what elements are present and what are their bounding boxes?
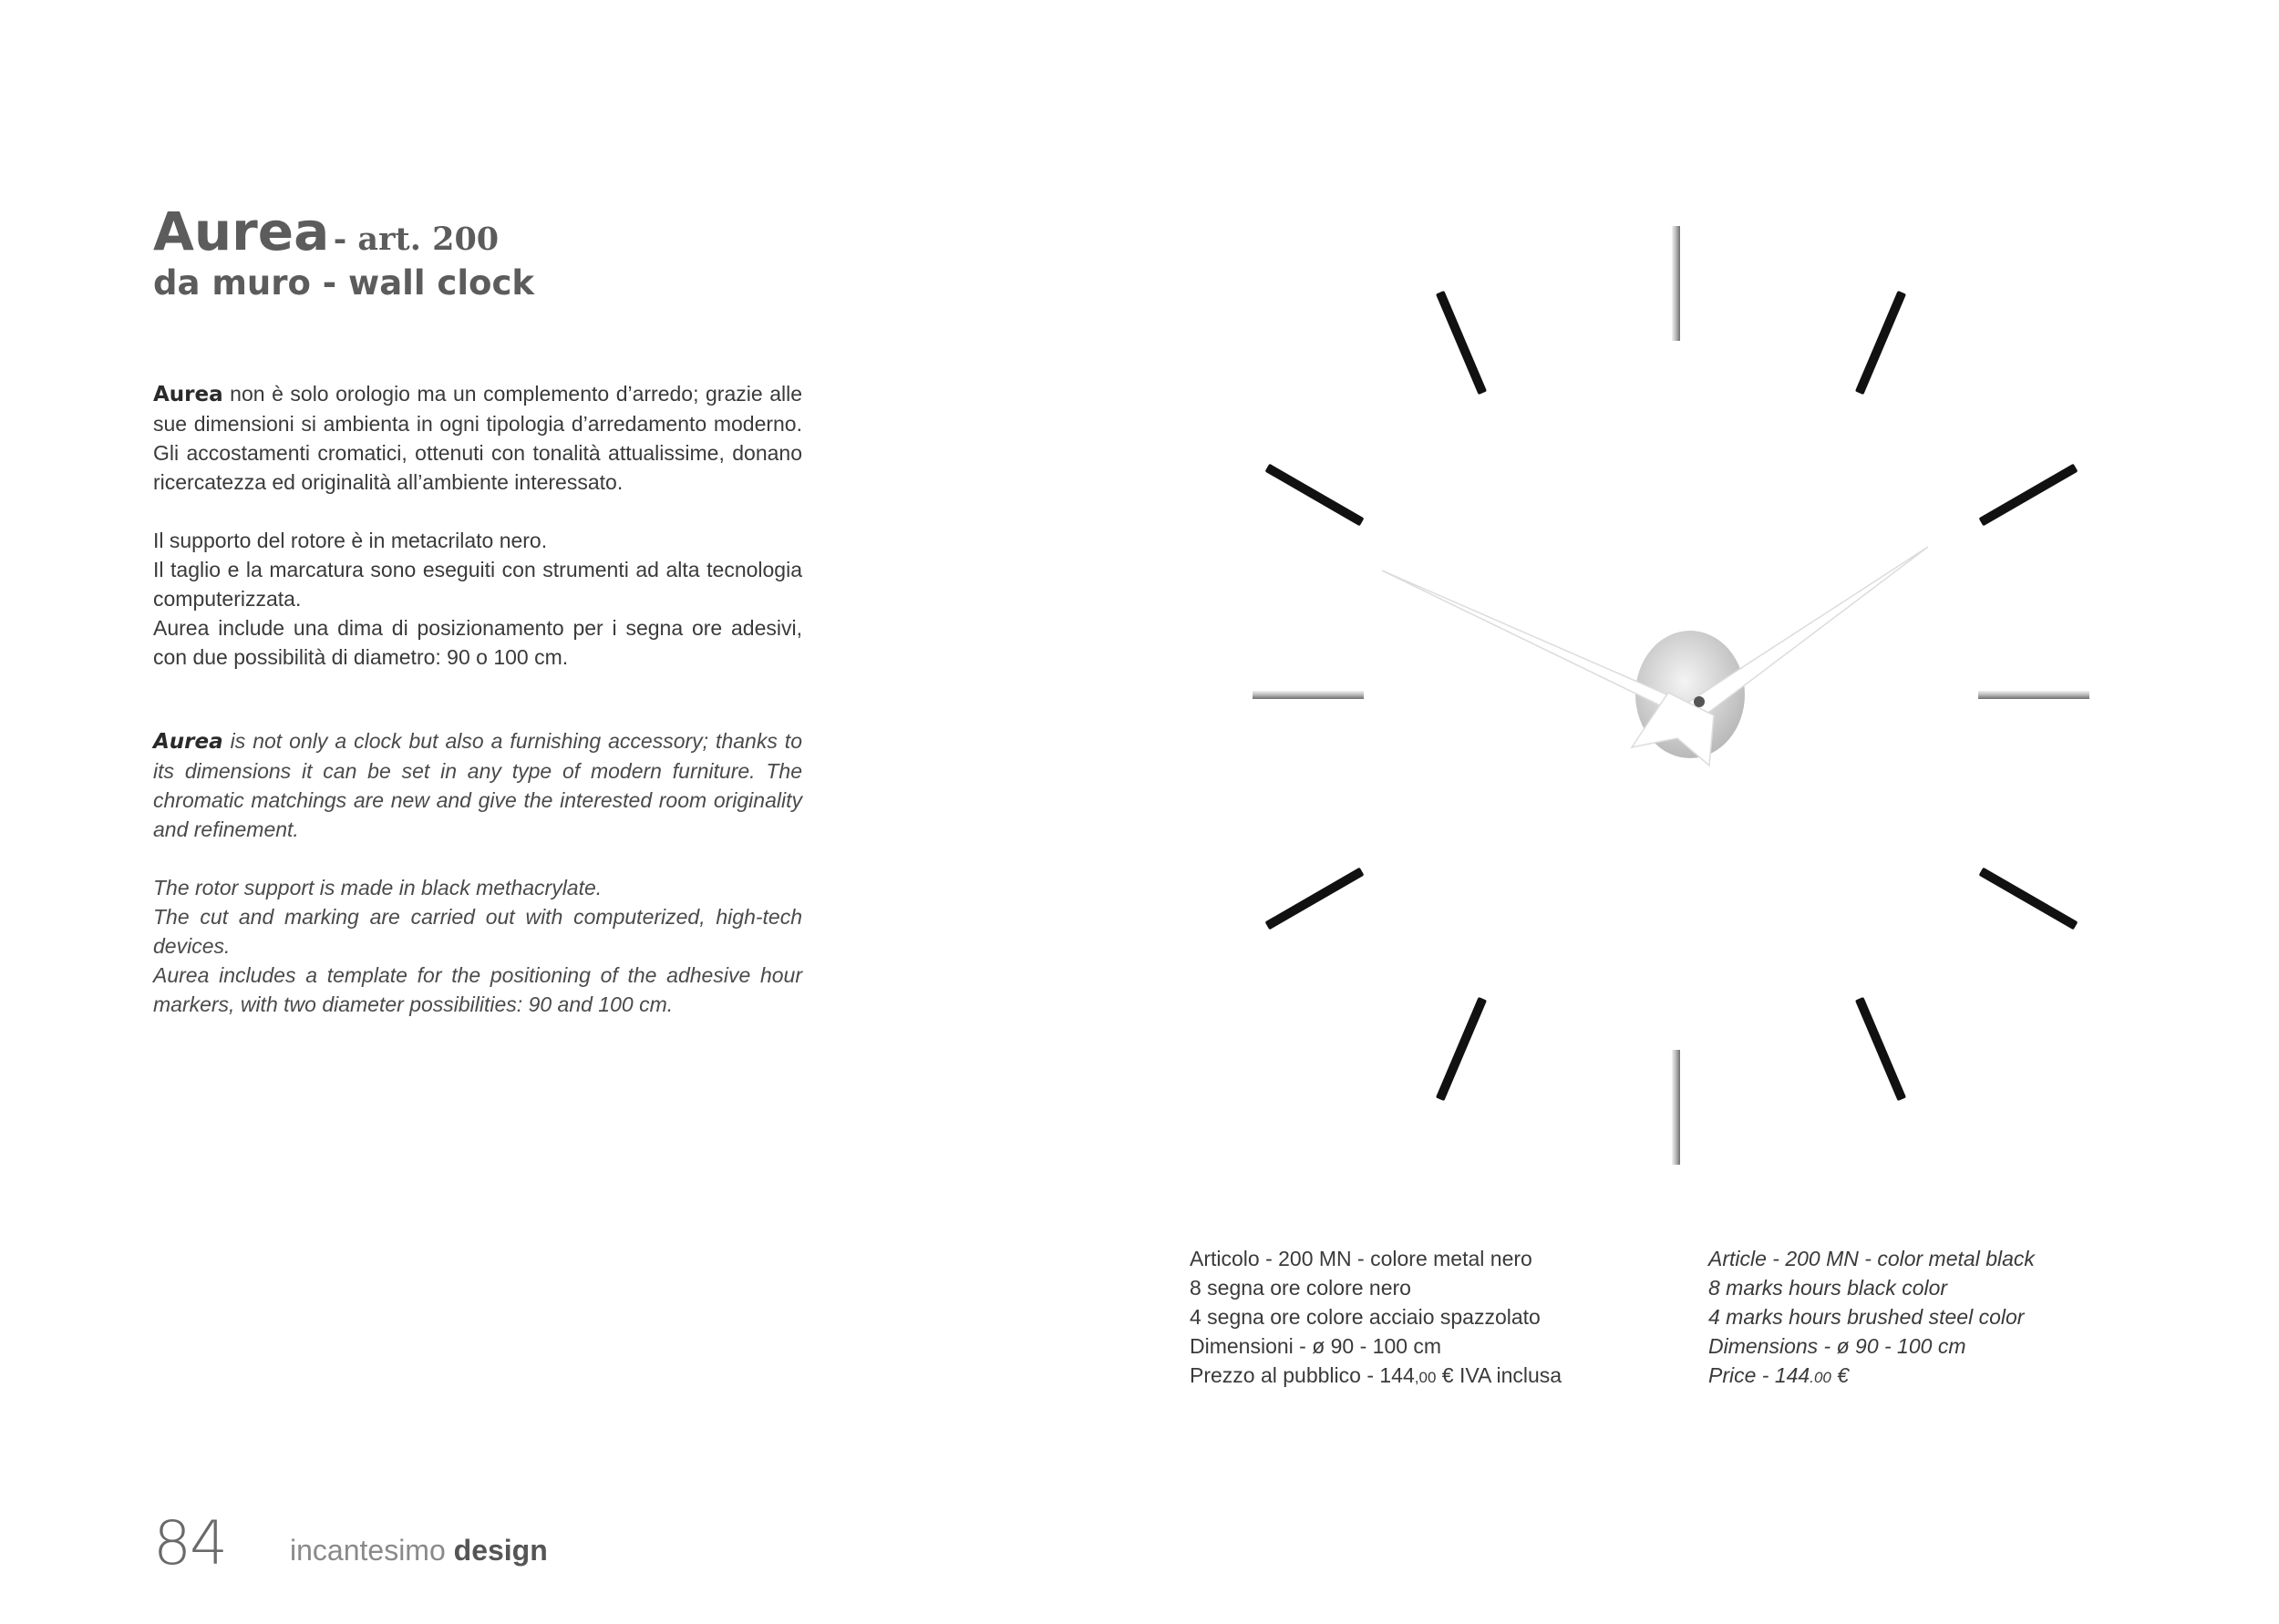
hour-marker-1 (1855, 291, 1906, 395)
product-subtitle: da muro - wall clock (153, 263, 534, 303)
page-number: 84 (153, 1508, 226, 1578)
article-number: - art. 200 (333, 221, 500, 258)
hour-marker-4 (1979, 868, 2078, 930)
brand-bold: design (453, 1534, 548, 1567)
spec-it-dimensions: Dimensioni - ø 90 - 100 cm (1190, 1334, 1442, 1358)
en-line-2: The cut and marking are carried out with computerized, high-tech devices. (153, 905, 802, 958)
footer-brand (290, 1534, 548, 1567)
hour-marker-10 (1265, 464, 1365, 527)
spec-en-price-main: Price - 144 (1708, 1363, 1810, 1387)
product-title (153, 202, 974, 261)
title-block (153, 202, 974, 304)
hour-marker-7 (1436, 997, 1487, 1101)
spec-it-price-tail: € IVA inclusa (1436, 1363, 1562, 1387)
italian-description (153, 379, 802, 672)
hour-marker-8 (1265, 868, 1365, 930)
spec-en-price (1708, 1361, 2035, 1393)
en-line-1: The rotor support is made in black methacrylate. (153, 876, 603, 899)
spec-it-price-main: Prezzo al pubblico - 144 (1190, 1363, 1415, 1387)
en-paragraph-1 (153, 726, 802, 844)
specs-english (1708, 1244, 2035, 1393)
spec-it-article: Articolo - 200 MN - colore metal nero (1190, 1247, 1532, 1270)
it-line-2: Il taglio e la marcatura sono eseguiti con strumenti ad alta tecnologia computerizzata. (153, 558, 802, 611)
product-name: Aurea (153, 200, 330, 262)
hour-marker-6 (1672, 1050, 1680, 1165)
it-lead: Aurea (153, 383, 223, 406)
hour-marker-5 (1855, 997, 1906, 1101)
it-paragraph-1-text: non è solo orologio ma un complemento d’arredo; grazie alle sue dimensioni si ambienta in ogni tipologia d’arredamento moderno. Gli accostamenti cromatici, ottenuti con tonalità attualissime, donano ricercatezza ed originalità all’ambiente interessato. (153, 382, 802, 494)
en-paragraph-1-text: is not only a clock but also a furnishing accessory; thanks to its dimensions it can be set in any type of modern furniture. The chromatic matchings are new and give the interested room originality and refinement. (153, 729, 802, 841)
spec-en-price-tail: € (1830, 1363, 1850, 1387)
spec-en-steel-markers: 4 marks hours brushed steel color (1708, 1305, 2025, 1329)
spec-it-price (1190, 1361, 1562, 1393)
en-lead: Aurea (153, 730, 223, 754)
it-line-3: Aurea include una dima di posizionamento per i segna ore adesivi, con due possibilità di diametro: 90 o 100 cm. (153, 616, 802, 669)
wall-clock-image (1203, 182, 2151, 1221)
hour-marker-12 (1672, 226, 1680, 341)
hour-marker-11 (1436, 291, 1487, 395)
center-pin (1694, 696, 1705, 707)
specs-italian (1190, 1244, 1562, 1393)
spec-it-price-cents: ,00 (1414, 1369, 1437, 1386)
spec-en-price-cents: .00 (1810, 1369, 1831, 1386)
en-line-3: Aurea includes a template for the positioning of the adhesive hour markers, with two diameter possibilities: 90 and 100 cm. (153, 963, 802, 1016)
hour-marker-3 (1978, 691, 2089, 699)
spec-en-article: Article - 200 MN - color metal black (1708, 1247, 2035, 1270)
hour-marker-2 (1979, 464, 2078, 527)
brand-light: incantesimo (290, 1534, 454, 1567)
hour-hand (1382, 570, 1690, 720)
spec-it-black-markers: 8 segna ore colore nero (1190, 1276, 1411, 1300)
spec-it-steel-markers: 4 segna ore colore acciaio spazzolato (1190, 1305, 1541, 1329)
it-paragraph-1 (153, 379, 802, 497)
spec-en-black-markers: 8 marks hours black color (1708, 1276, 1948, 1300)
it-line-1: Il supporto del rotore è in metacrilato nero. (153, 529, 548, 552)
english-description (153, 726, 802, 1019)
hour-marker-9 (1253, 691, 1364, 699)
spec-en-dimensions: Dimensions - ø 90 - 100 cm (1708, 1334, 1966, 1358)
